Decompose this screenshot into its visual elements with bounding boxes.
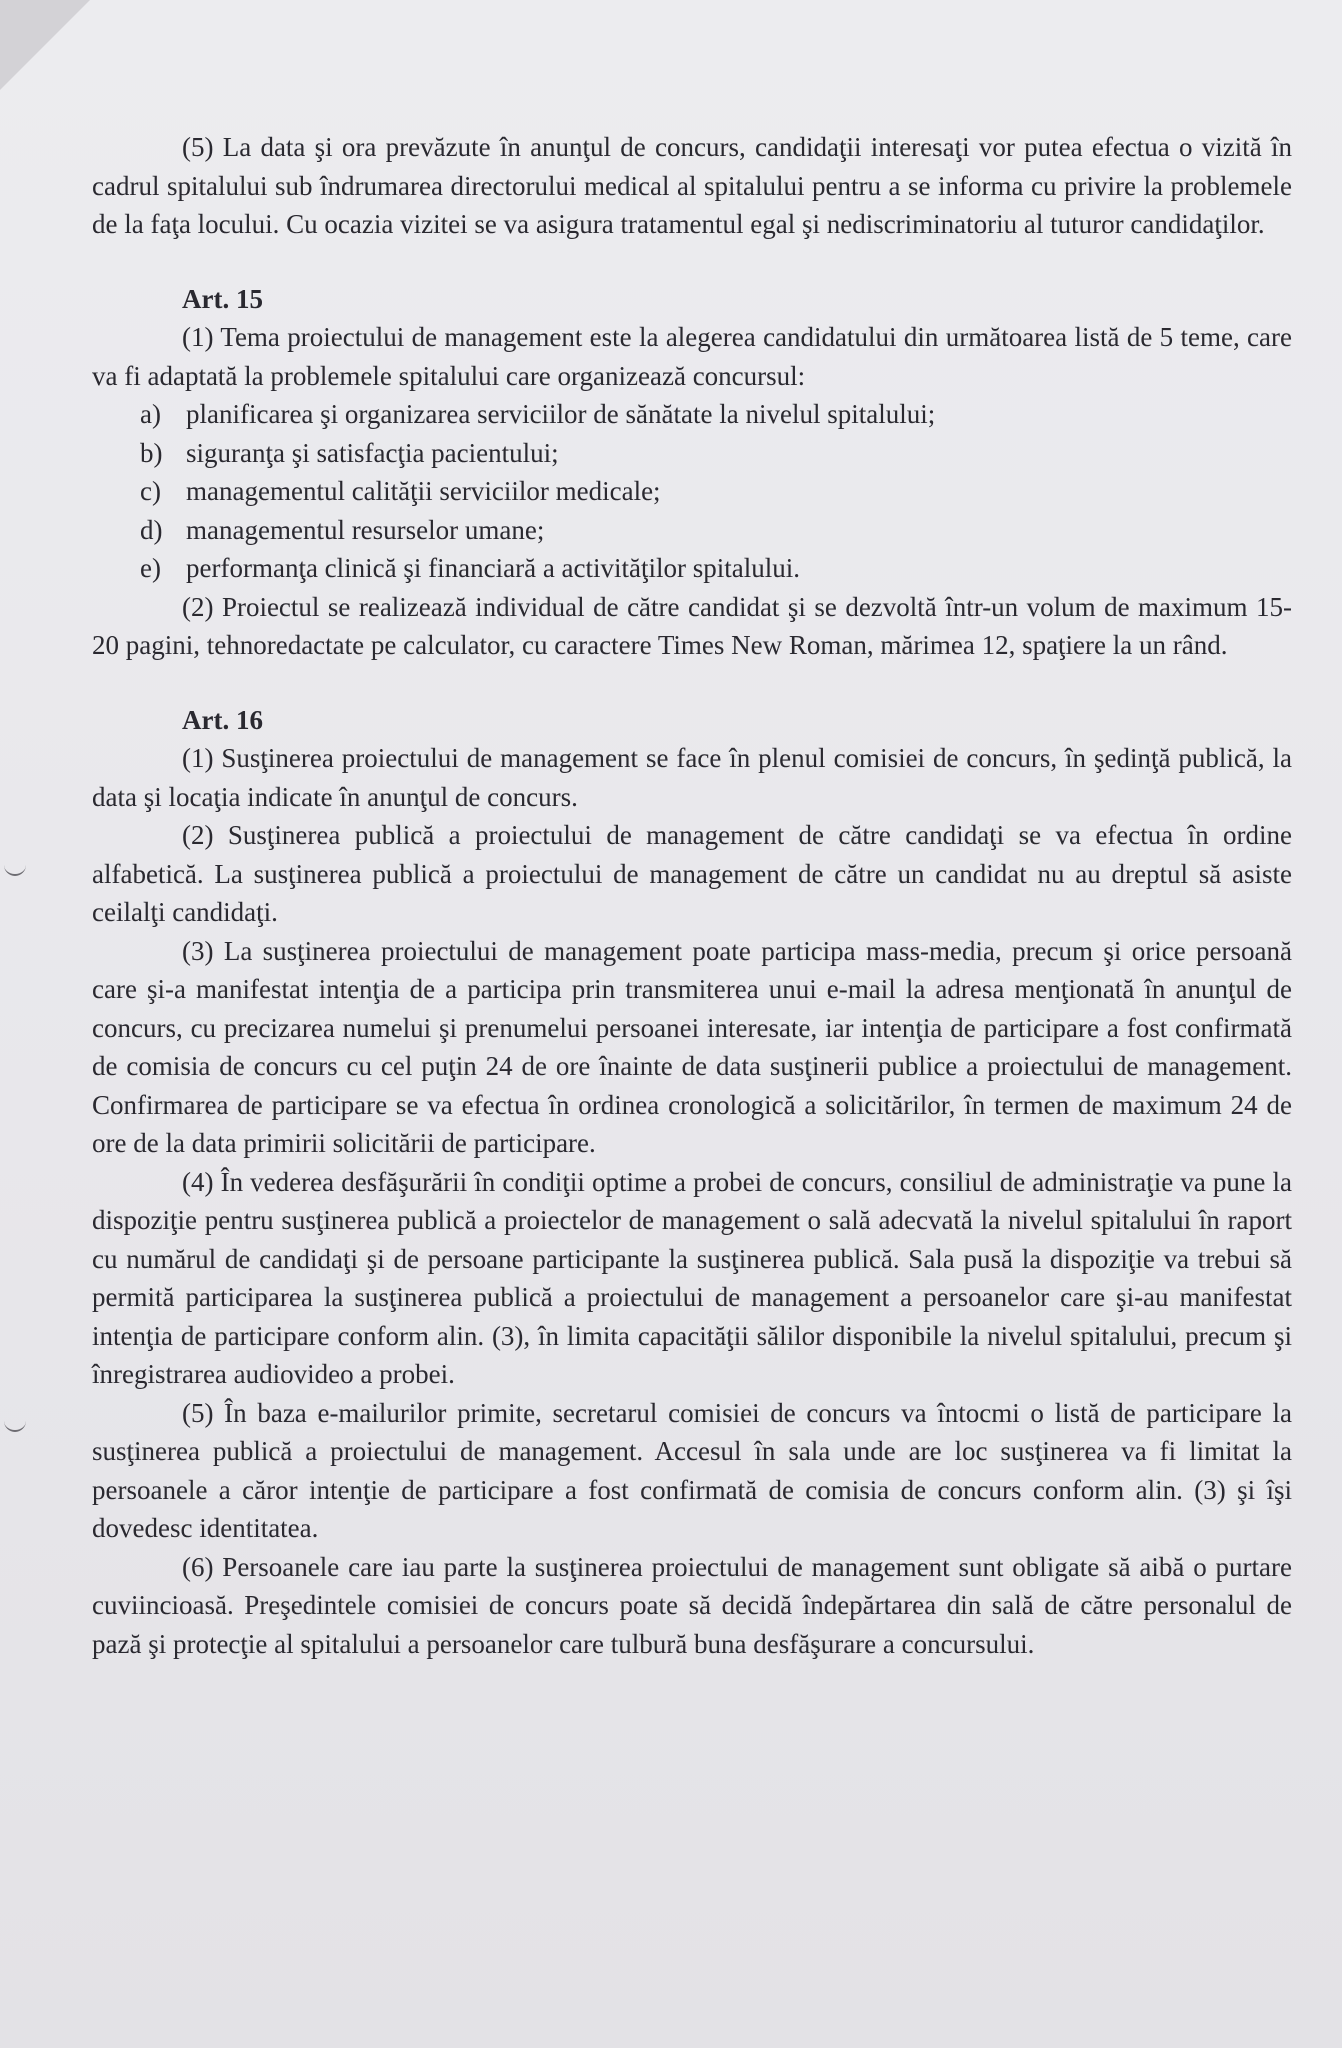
list-item-letter: e) xyxy=(140,553,161,583)
article-16-paragraph-4: (4) În vederea desfăşurării în condiţii optime a probei de concurs, consiliul de administraţie va pune la dispoziţie pentru susţinerea publică a proiectelor de management o sală adecvată la nivelul spitalului în raport cu numărul de candidaţi şi de persoane participante la susţinerea publică. Sala pusă la dispoziţie va trebui să permită participarea la susţinerea publică a proiectului de management a persoanelor care şi-au manifestat intenţia de participare conform alin. (3), în limita capacităţii sălilor disponibile la nivelul spitalului, precum şi înregistrarea audiovideo a probei. xyxy=(92,1166,1292,1389)
folded-corner xyxy=(0,0,90,90)
article-15-title: Art. 15 xyxy=(182,283,263,314)
list-item xyxy=(92,434,1292,473)
list-item xyxy=(92,395,1292,434)
list-item-letter: a) xyxy=(140,399,161,429)
list-item xyxy=(92,511,1292,550)
list-item-text: managementul resurselor umane; xyxy=(186,514,545,545)
list-item-text: performanţa clinică şi financiară a activităţilor spitalului. xyxy=(186,553,800,583)
article-16-paragraph-6: (6) Persoanele care iau parte la susţinerea proiectului de management sunt obligate să aibă o purtare cuviincioasă. Preşedintele comisiei de concurs poate să decidă îndepărtarea din sală de către personalul de pază şi protecţie al spitalului a persoanelor care tulbură buna desfăşurare a concursului. xyxy=(92,1551,1292,1659)
list-item-text: siguranţa şi satisfacţia pacientului; xyxy=(186,437,559,468)
list-item-text: managementul calităţii serviciilor medicale; xyxy=(186,476,661,506)
article-16-paragraph-2: (2) Susţinerea publică a proiectului de management de către candidaţi se va efectua în ordine alfabetică. La susţinerea publică a proiectului de management de către un candidat nu au dreptul să asiste ceilalţi candidaţi. xyxy=(92,820,1292,927)
list-item xyxy=(92,472,1292,511)
list-item-text: planificarea şi organizarea serviciilor de sănătate la nivelul spitalului; xyxy=(186,399,936,429)
margin-pen-mark xyxy=(4,1418,26,1432)
article-16-paragraph-1: (1) Susţinerea proiectului de management se face în plenul comisiei de concurs, în şedinţă publică, la data şi locaţia indicate în anunţul de concurs. xyxy=(92,743,1292,812)
intro-paragraph: (5) La data şi ora prevăzute în anunţul de concurs, candidaţii interesaţi vor putea efectua o vizită în cadrul spitalului sub îndrumarea directorului medical al spitalului pentru a se informa cu privire la problemele de la faţa locului. Cu ocazia vizitei se va asigura tratamentul egal şi nediscriminatoriu al tuturor candidaţilor. xyxy=(92,132,1292,239)
article-15-paragraph-1: (1) Tema proiectului de management este la alegerea candidatului din următoarea listă de 5 teme, care va fi adaptată la problemele spitalului care organizează concursul: xyxy=(92,322,1292,391)
list-item-letter: b) xyxy=(140,437,163,468)
document-body xyxy=(92,128,1292,1663)
project-topics-list xyxy=(92,395,1292,588)
list-item xyxy=(92,549,1292,588)
article-15-paragraph-2: (2) Proiectul se realizează individual de către candidat şi se dezvoltă într-un volum de maximum 15-20 pagini, tehnoredactate pe calculator, cu caractere Times New Roman, mărimea 12, spaţiere la un rând. xyxy=(92,591,1292,660)
list-item-letter: c) xyxy=(140,476,161,506)
article-16-title: Art. 16 xyxy=(182,704,263,735)
margin-pen-mark xyxy=(4,862,26,876)
article-16-paragraph-5: (5) În baza e-mailurilor primite, secretarul comisiei de concurs va întocmi o listă de participare la susţinerea publică a proiectului de management. Accesul în sala unde are loc susţinerea va fi limitat la persoanele a căror intenţie de participare a fost confirmată de comisia de concurs conform alin. (3) şi îşi dovedesc identitatea. xyxy=(92,1397,1292,1543)
article-16-paragraph-3: (3) La susţinerea proiectului de management poate participa mass-media, precum şi orice persoană care şi-a manifestat intenţia de a participa prin transmiterea unui e-mail la adresa menţionată în anunţul de concurs, cu precizarea numelui şi prenumelui persoanei interesate, iar intenţia de participare a fost confirmată de comisia de concurs cu cel puţin 24 de ore înainte de data susţinerii publice a proiectului de management. Confirmarea de participare se va efectua în ordinea cronologică a solicitărilor, în termen de maximum 24 de ore de la data primirii solicitării de participare. xyxy=(92,935,1292,1158)
list-item-letter: d) xyxy=(140,514,163,545)
